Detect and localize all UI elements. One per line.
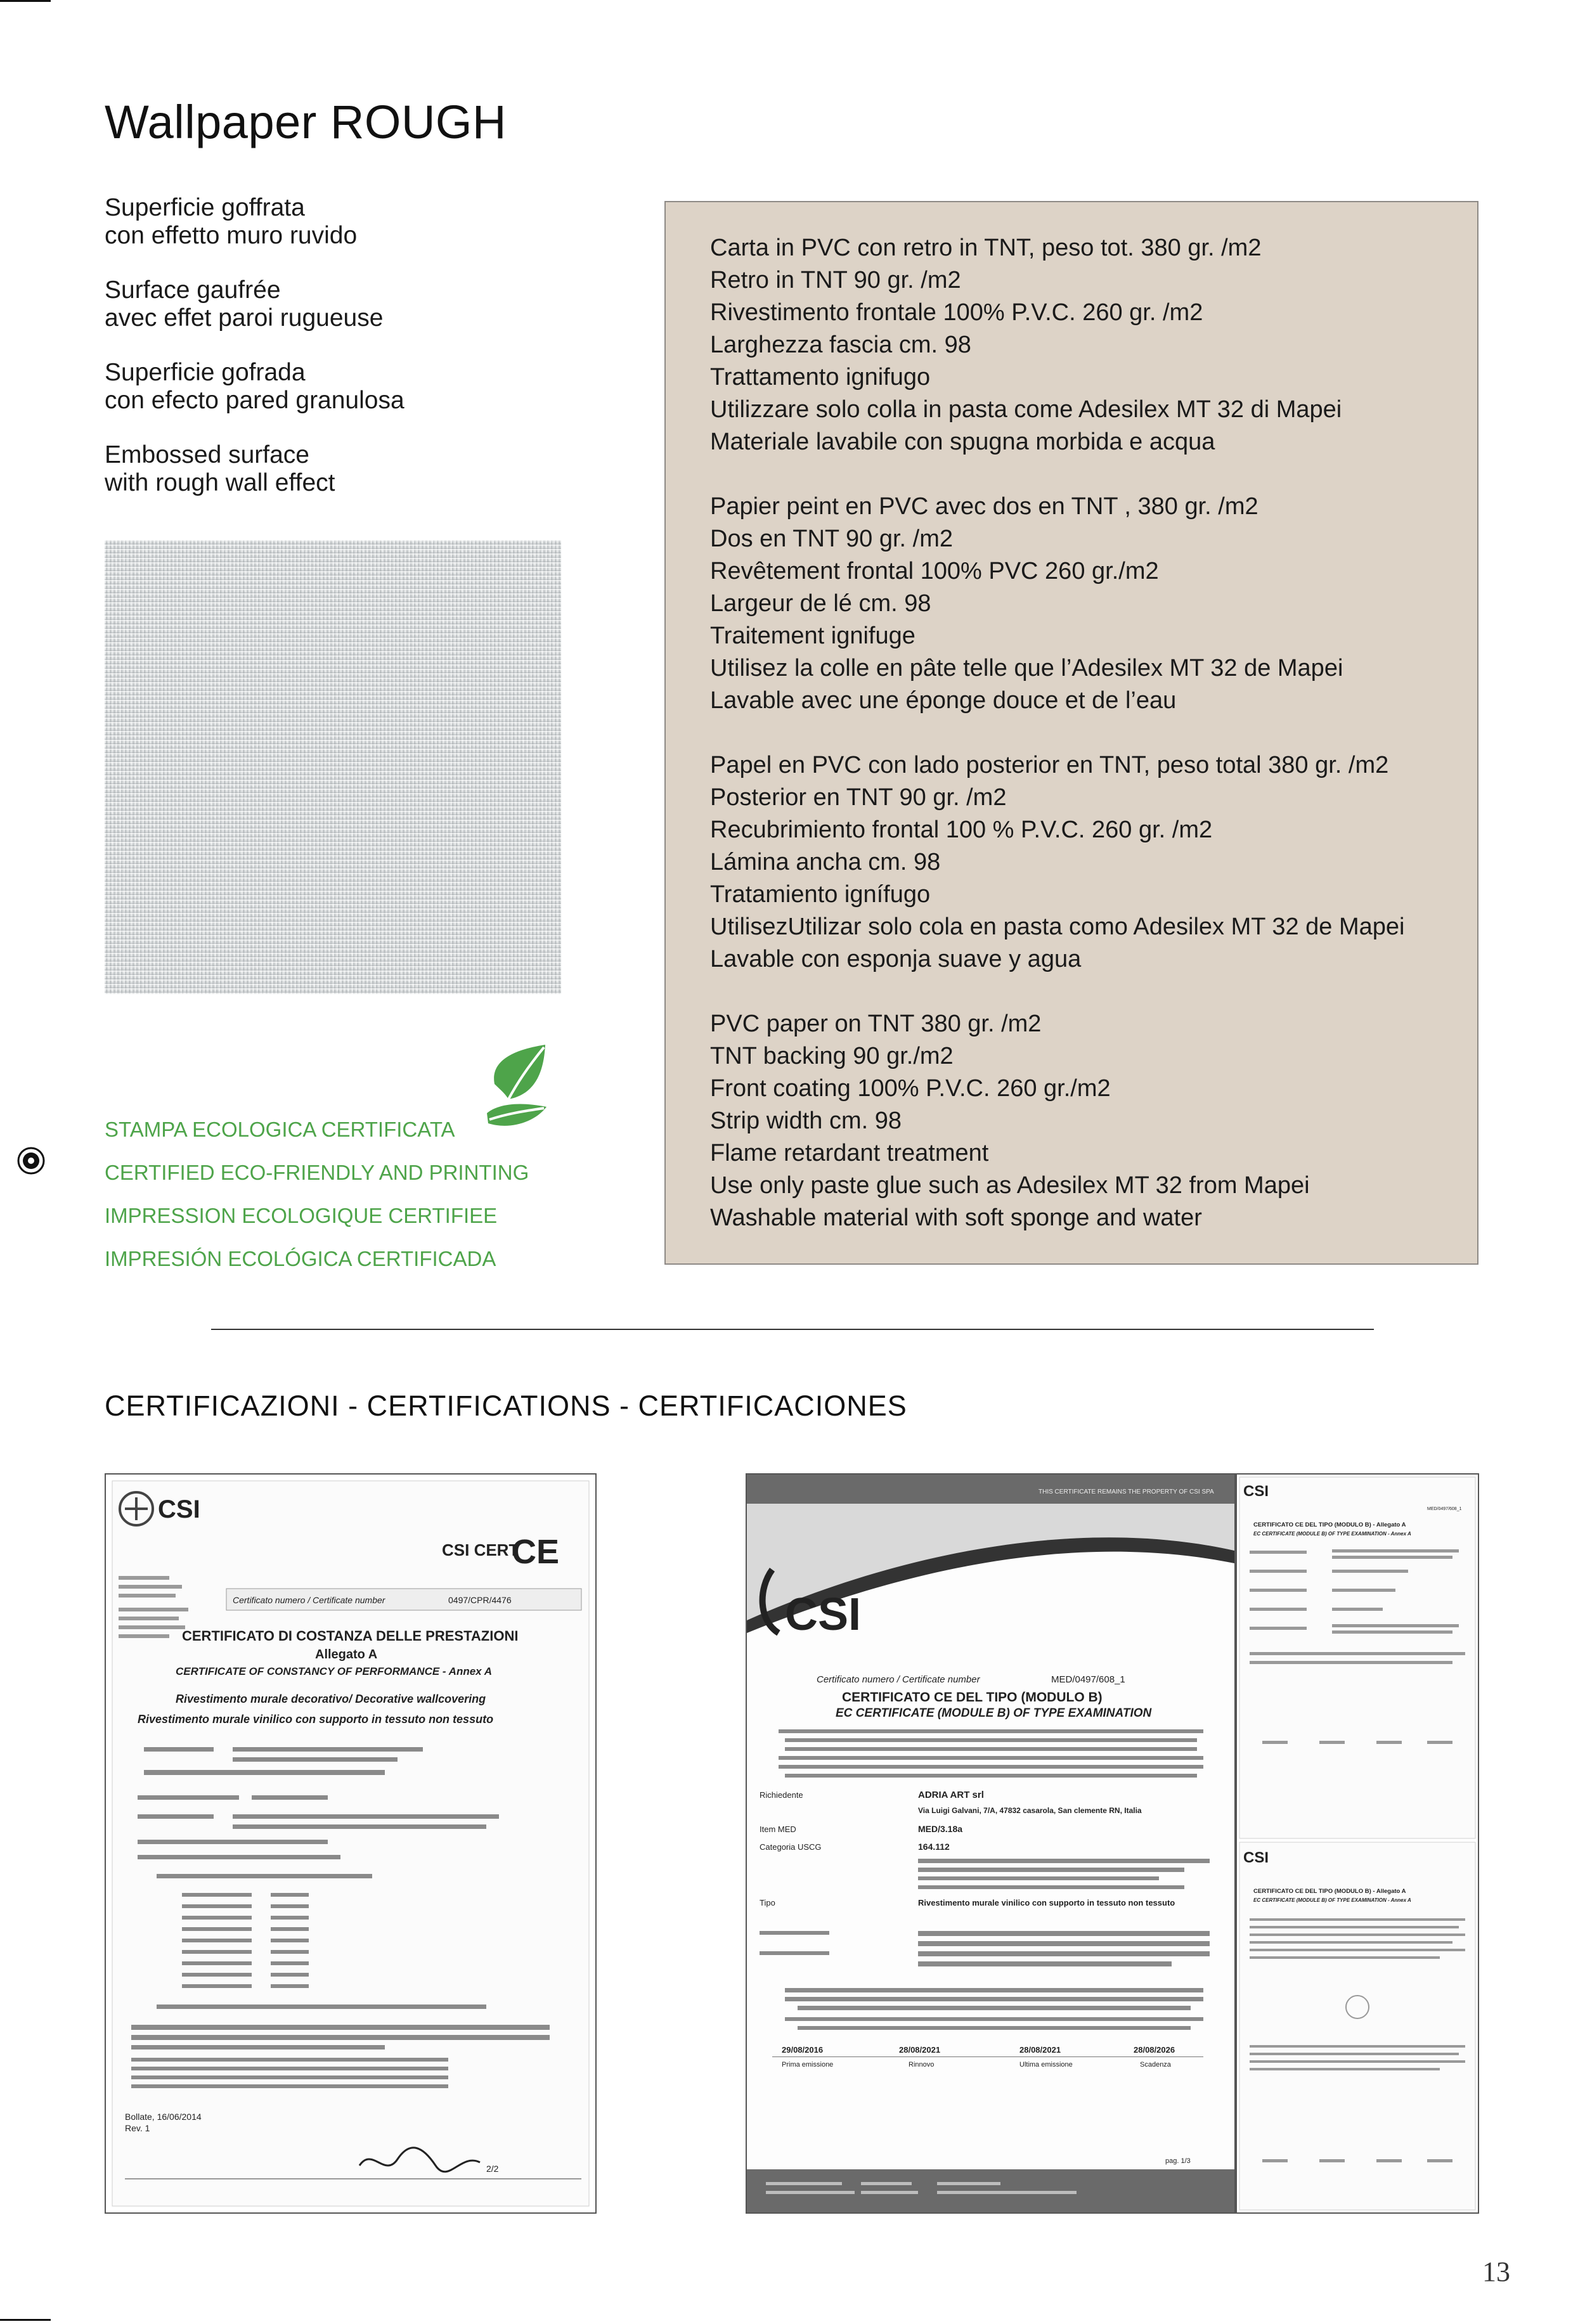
spec-line: Lavable con esponja suave y agua — [710, 946, 1082, 972]
item-value: MED/3.18a — [918, 1824, 963, 1834]
date-latest-issue: 28/08/2021 — [1019, 2045, 1061, 2055]
cert-banner: THIS CERTIFICATE REMAINS THE PROPERTY OF CSI SPA — [1038, 1488, 1214, 1495]
description-line: con effetto muro ruvido — [105, 222, 358, 249]
spec-line: Utilisez la colle en pâte telle que l’Adesilex MT 32 de Mapei — [710, 655, 1343, 681]
spec-line: PVC paper on TNT 380 gr. /m2 — [710, 1010, 1042, 1037]
label-first-issue: Prima emissione — [782, 2061, 834, 2069]
csi-logo-text: CSI — [1243, 1483, 1269, 1500]
label-latest-issue: Ultima emissione — [1019, 2061, 1073, 2069]
certifications-heading: CERTIFICAZIONI - CERTIFICATIONS - CERTIFICACIONES — [105, 1390, 907, 1422]
description-it — [105, 194, 548, 250]
certificate-number: MED/0497/608_1 — [1051, 1674, 1125, 1685]
description-line: Superficie gofrada — [105, 359, 306, 386]
description-line: con efecto pared granulosa — [105, 387, 404, 414]
type-label: Tipo — [760, 1898, 775, 1908]
annex-title: CERTIFICATO CE DEL TIPO (MODULO B) - Allegato A — [1253, 1521, 1406, 1528]
page-number: 13 — [1482, 2256, 1510, 2287]
applicant-label: Richiedente — [760, 1790, 803, 1800]
description-line: Superficie goffrata — [105, 194, 305, 221]
spec-line: Lámina ancha cm. 98 — [710, 849, 941, 875]
csi-cert-logo: CSI CERT — [442, 1540, 519, 1559]
spec-line: Utilizzare solo colla in pasta come Adesilex MT 32 di Mapei — [710, 396, 1342, 423]
applicant-address: Via Luigi Galvani, 7/A, 47832 casarola, San clemente RN, Italia — [918, 1806, 1142, 1815]
spec-line: Papel en PVC con lado posterior en TNT, peso total 380 gr. /m2 — [710, 752, 1389, 778]
eco-certification-list — [105, 1108, 529, 1281]
spec-line: TNT backing 90 gr./m2 — [710, 1043, 954, 1069]
csi-logo-text-page-3: CSI — [1243, 1849, 1269, 1866]
product-type: Rivestimento murale decorativo/ Decorative wallcovering — [176, 1693, 486, 1705]
surface-descriptions — [105, 194, 548, 524]
spec-line: Carta in PVC con retro in TNT, peso tot. 380 gr. /m2 — [710, 235, 1262, 261]
spec-block-fr — [710, 491, 1477, 717]
spec-line: Rivestimento frontale 100% P.V.C. 260 gr. /m2 — [710, 299, 1203, 326]
applicant-name: ADRIA ART srl — [918, 1790, 984, 1800]
annex-title-page-3: CERTIFICATO CE DEL TIPO (MODULO B) - Allegato A — [1253, 1888, 1406, 1895]
certificate-2-document — [747, 1475, 1234, 2212]
certificate-number: 0497/CPR/4476 — [448, 1595, 512, 1605]
certificate-title-en: EC CERTIFICATE (MODULE B) OF TYPE EXAMINATION — [836, 1707, 1152, 1720]
eco-line-es: IMPRESIÓN ECOLÓGICA CERTIFICADA — [105, 1247, 496, 1270]
spec-line: Strip width cm. 98 — [710, 1107, 902, 1134]
item-label: Item MED — [760, 1824, 796, 1834]
issue-date: Bollate, 16/06/2014 — [125, 2112, 202, 2122]
crop-mark-bottom — [0, 2319, 51, 2321]
spec-line: Lavable avec une éponge douce et de l’eau — [710, 687, 1177, 714]
certificate-1-document — [106, 1475, 595, 2212]
spec-block-es — [710, 749, 1477, 976]
eco-line-fr: IMPRESSION ECOLOGIQUE CERTIFIEE — [105, 1204, 498, 1227]
certificate-annex-pages[interactable] — [1236, 1473, 1479, 2214]
date-first-issue: 29/08/2016 — [782, 2045, 824, 2055]
target-bullet-icon — [16, 1146, 46, 1175]
certificate-title: CERTIFICATO CE DEL TIPO (MODULO B) — [842, 1690, 1103, 1705]
wallpaper-texture-sample — [105, 540, 561, 994]
spec-line: Larghezza fascia cm. 98 — [710, 332, 971, 358]
spec-line: Traitement ignifuge — [710, 623, 915, 649]
spec-line: Recubrimiento frontal 100 % P.V.C. 260 gr. /m2 — [710, 817, 1213, 843]
csi-logo-text: CSI — [785, 1589, 862, 1640]
uscg-label: Categoria USCG — [760, 1842, 822, 1852]
product-description: Rivestimento murale vinilico con supporto in tessuto non tessuto — [138, 1713, 494, 1726]
type-value: Rivestimento murale vinilico con supporto in tessuto non tessuto — [918, 1898, 1175, 1908]
spec-line: Largeur de lé cm. 98 — [710, 590, 931, 617]
annex-title-en-page-3: EC CERTIFICATE (MODULE B) OF TYPE EXAMINATION - Annex A — [1253, 1897, 1411, 1903]
date-expiry: 28/08/2026 — [1134, 2045, 1175, 2055]
revision: Rev. 1 — [125, 2123, 150, 2133]
spec-block-it — [710, 232, 1477, 458]
description-fr — [105, 276, 548, 332]
spec-line: Tratamiento ignífugo — [710, 881, 931, 908]
certificate-3-document — [1237, 1475, 1478, 2212]
label-expiry: Scadenza — [1140, 2061, 1171, 2069]
ce-mark: CE — [512, 1533, 560, 1571]
certificate-title-en: CERTIFICATE OF CONSTANCY OF PERFORMANCE - Annex A — [176, 1665, 492, 1677]
page-indicator: pag. 1/3 — [1165, 2157, 1191, 2165]
spec-line: Trattamento ignifugo — [710, 364, 931, 391]
spec-line: Dos en TNT 90 gr. /m2 — [710, 526, 953, 552]
spec-line: Revêtement frontal 100% PVC 260 gr./m2 — [710, 558, 1159, 584]
certificate-number-label: Certificato numero / Certificate number — [233, 1595, 385, 1605]
description-line: avec effet paroi rugueuse — [105, 304, 384, 332]
section-divider — [211, 1329, 1374, 1330]
csi-logo-text: CSI — [158, 1495, 200, 1523]
spec-line: Posterior en TNT 90 gr. /m2 — [710, 784, 1007, 811]
label-renewal: Rinnovo — [909, 2061, 935, 2069]
spec-line: Use only paste glue such as Adesilex MT 32 from Mapei — [710, 1172, 1310, 1199]
description-line: Embossed surface — [105, 441, 309, 468]
annex-title-en: EC CERTIFICATE (MODULE B) OF TYPE EXAMINATION - Annex A — [1253, 1531, 1411, 1537]
specification-text — [710, 232, 1477, 1267]
spec-line: Materiale lavabile con spugna morbida e acqua — [710, 429, 1215, 455]
crop-mark-top — [0, 0, 51, 2]
page-indicator: 2/2 — [486, 2164, 499, 2174]
certificate-constancy-performance[interactable] — [105, 1473, 597, 2214]
certificate-number-label: Certificato numero / Certificate number — [817, 1674, 980, 1685]
description-line: with rough wall effect — [105, 469, 335, 496]
eco-line-it: STAMPA ECOLOGICA CERTIFICATA — [105, 1118, 455, 1141]
description-en — [105, 441, 548, 497]
spec-line: Retro in TNT 90 gr. /m2 — [710, 267, 961, 294]
spec-line: UtilisezUtilizar solo cola en pasta como Adesilex MT 32 de Mapei — [710, 913, 1405, 940]
spec-line: Washable material with soft sponge and water — [710, 1204, 1202, 1231]
page-title: Wallpaper ROUGH — [105, 96, 507, 148]
spec-line: Front coating 100% P.V.C. 260 gr./m2 — [710, 1075, 1111, 1102]
uscg-value: 164.112 — [918, 1842, 950, 1852]
spec-line: Flame retardant treatment — [710, 1140, 989, 1166]
certificate-annex: Allegato A — [315, 1648, 378, 1662]
description-line: Surface gaufrée — [105, 276, 281, 304]
spec-line: Papier peint en PVC avec dos en TNT , 380 gr. /m2 — [710, 493, 1258, 520]
certificate-number: MED/0497/608_1 — [1427, 1507, 1462, 1511]
date-renewal: 28/08/2021 — [899, 2045, 941, 2055]
spec-block-en — [710, 1008, 1477, 1234]
certificate-ec-type-examination[interactable] — [746, 1473, 1236, 2214]
eco-line-en: CERTIFIED ECO-FRIENDLY AND PRINTING — [105, 1161, 529, 1184]
description-es — [105, 359, 548, 415]
certificate-title: CERTIFICATO DI COSTANZA DELLE PRESTAZIONI — [182, 1628, 519, 1644]
